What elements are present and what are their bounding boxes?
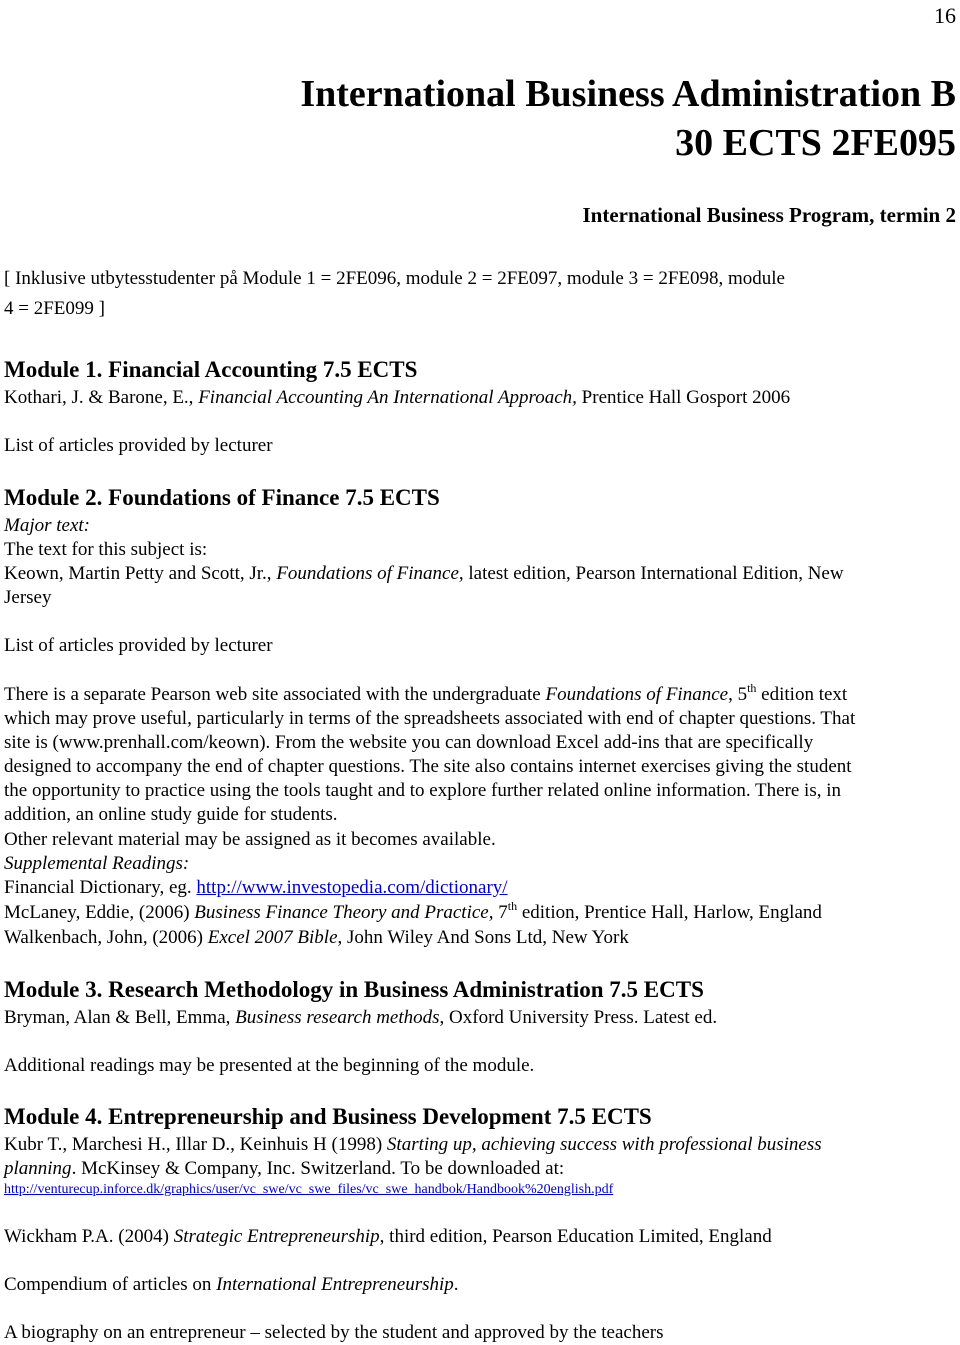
pearson-para-line-2: which may prove useful, particularly in terms of the spreadsheets associated with end of chapter questions. That: [4, 708, 856, 729]
financial-dictionary: [4, 876, 508, 900]
comp-text: .: [453, 1274, 459, 1295]
ref-author: Keown, Martin Petty and Scott, Jr.,: [4, 563, 277, 584]
superscript: th: [747, 681, 757, 695]
text-intro: The text for this subject is:: [4, 539, 208, 560]
ref-title: Business Finance Theory and Practice,: [194, 902, 499, 923]
module1-heading: Module 1. Financial Accounting 7.5 ECTS: [4, 357, 418, 382]
comp-title: International Entrepreneurship: [216, 1274, 454, 1295]
major-text-label-text: Major text:: [4, 515, 91, 536]
ref-publisher: , John Wiley And Sons Ltd, New York: [337, 927, 629, 948]
page-number: 16: [934, 3, 956, 28]
module2-heading: Module 2. Foundations of Finance 7.5 ECTS: [4, 485, 440, 510]
kubr-reference-line-2: [4, 1157, 564, 1181]
pearson-para-line-4: designed to accompany the end of chapter questions. The site also contains internet exercises giving the student: [4, 756, 852, 777]
superscript: th: [507, 899, 518, 913]
major-text-label: [4, 514, 90, 538]
biography-line: A biography on an entrepreneur – selected by the student and approved by the teachers: [4, 1322, 664, 1343]
module1-reference: [4, 386, 790, 410]
module2-articles: List of articles provided by lecturer: [4, 635, 273, 656]
ref-author: Bryman, Alan & Bell, Emma,: [4, 1007, 236, 1028]
ref-publisher: edition, Prentice Hall, Harlow, England: [517, 902, 822, 923]
module3-additional: Additional readings may be presented at the beginning of the module.: [4, 1055, 535, 1076]
ref-author: Kubr T., Marchesi H., Illar D., Keinhuis H (1998): [4, 1134, 387, 1155]
walkenbach-reference: [4, 926, 629, 950]
ref-title: Excel 2007 Bible: [207, 927, 338, 948]
ref-author: Walkenbach, John, (2006): [4, 927, 208, 948]
supplemental-label-text: Supplemental Readings:: [4, 853, 190, 874]
module1-articles: List of articles provided by lecturer: [4, 435, 273, 456]
module3-heading: Module 3. Research Methodology in Business Administration 7.5 ECTS: [4, 977, 704, 1002]
pearson-para-line-6: addition, an online study guide for students.: [4, 804, 338, 825]
para-text: , 5: [728, 684, 748, 705]
module3-reference: [4, 1006, 717, 1030]
pearson-para-line-5: the opportunity to practice using the tools taught and to explore further related online information. There is, in: [4, 780, 842, 801]
supplemental-label: [4, 852, 189, 876]
investopedia-link[interactable]: http://www.investopedia.com/dictionary/: [196, 877, 508, 898]
module2-reference: [4, 562, 844, 586]
ref-edition: 7: [498, 902, 508, 923]
ref-author: Kothari, J. & Barone, E.,: [4, 387, 199, 408]
para-book-title: Foundations of Finance: [545, 684, 729, 705]
intro-line-2: 4 = 2FE099 ]: [4, 298, 105, 319]
ref-publisher: . McKinsey & Company, Inc. Switzerland. To be downloaded at:: [71, 1158, 565, 1179]
ref-title: planning: [4, 1158, 72, 1179]
ref-publisher: Prentice Hall Gosport 2006: [576, 387, 791, 408]
program-subtitle: International Business Program, termin 2: [582, 203, 956, 227]
module4-heading: Module 4. Entrepreneurship and Business Development 7.5 ECTS: [4, 1104, 652, 1129]
handbook-link-line: [4, 1182, 613, 1198]
module2-reference-cont: Jersey: [4, 587, 52, 608]
pearson-para-line-3: site is (www.prenhall.com/keown). From the website you can download Excel add-ins that are specifically: [4, 732, 814, 753]
pearson-para-line-1: [4, 683, 847, 707]
other-material: Other relevant material may be assigned as it becomes available.: [4, 829, 496, 850]
ref-title: Strategic Entrepreneurship: [173, 1226, 380, 1247]
intro-line-1: [ Inklusive utbytesstudenter på Module 1 = 2FE096, module 2 = 2FE097, module 3 = 2FE098, module: [4, 268, 785, 289]
dict-text: Financial Dictionary, eg.: [4, 877, 197, 898]
ref-author: Wickham P.A. (2004): [4, 1226, 174, 1247]
mclaney-reference: [4, 901, 822, 925]
page-title-code: 30 ECTS 2FE095: [675, 122, 956, 164]
ref-author: McLaney, Eddie, (2006): [4, 902, 195, 923]
para-text: There is a separate Pearson web site associated with the undergraduate: [4, 684, 546, 705]
wickham-reference: [4, 1225, 772, 1249]
kubr-reference-line-1: [4, 1133, 822, 1157]
ref-title: Business research methods: [235, 1007, 440, 1028]
ref-title: Starting up, achieving success with professional business: [386, 1134, 822, 1155]
ref-publisher: , third edition, Pearson Education Limited, England: [379, 1226, 772, 1247]
comp-text: Compendium of articles on: [4, 1274, 217, 1295]
ref-title: Financial Accounting An International Approach,: [198, 387, 577, 408]
para-text: edition text: [756, 684, 848, 705]
compendium-line: [4, 1273, 459, 1297]
page-title: International Business Administration B: [300, 73, 956, 115]
ref-title: Foundations of Finance: [276, 563, 459, 584]
ref-publisher: , Oxford University Press. Latest ed.: [439, 1007, 718, 1028]
ref-publisher: , latest edition, Pearson International Edition, New: [458, 563, 844, 584]
venturecup-handbook-link[interactable]: http://venturecup.inforce.dk/graphics/user/vc_swe/vc_swe_files/vc_swe_handbok/Handbook%20english.pdf: [4, 1182, 614, 1197]
